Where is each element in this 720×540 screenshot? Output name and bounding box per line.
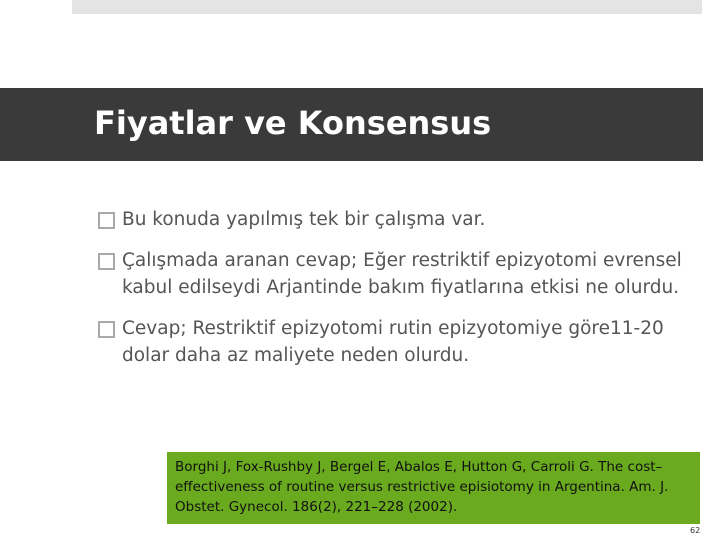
bullet-item bbox=[98, 247, 698, 301]
square-bullet-icon bbox=[98, 212, 115, 229]
reference-box bbox=[167, 452, 700, 524]
top-decor-bar bbox=[72, 0, 702, 14]
square-bullet-icon bbox=[98, 321, 115, 338]
slide-title: Fiyatlar ve Konsensus bbox=[94, 104, 492, 142]
bullet-list bbox=[98, 206, 698, 383]
bullet-item bbox=[98, 315, 698, 369]
reference-text: Borghi J, Fox-Rushby J, Bergel E, Abalos E, Hutton G, Carroli G. The cost–effectiveness of routine versus restrictive episiotomy in Argentina. Am. J. Obstet. Gynecol. 186(2), 221–228 (2002). bbox=[175, 459, 669, 515]
bullet-text: Cevap; Restriktif epizyotomi rutin epizyotomiye göre11-20 dolar daha az maliyete neden olurdu. bbox=[122, 318, 664, 366]
bullet-text: Bu konuda yapılmış tek bir çalışma var. bbox=[122, 209, 486, 230]
page-number: 62 bbox=[690, 526, 701, 535]
bullet-text: Çalışmada aranan cevap; Eğer restriktif epizyotomi evrensel kabul edilseydi Arjantinde bakım fiyatlarına etkisi ne olurdu. bbox=[122, 250, 682, 298]
bullet-item bbox=[98, 206, 698, 233]
square-bullet-icon bbox=[98, 253, 115, 270]
